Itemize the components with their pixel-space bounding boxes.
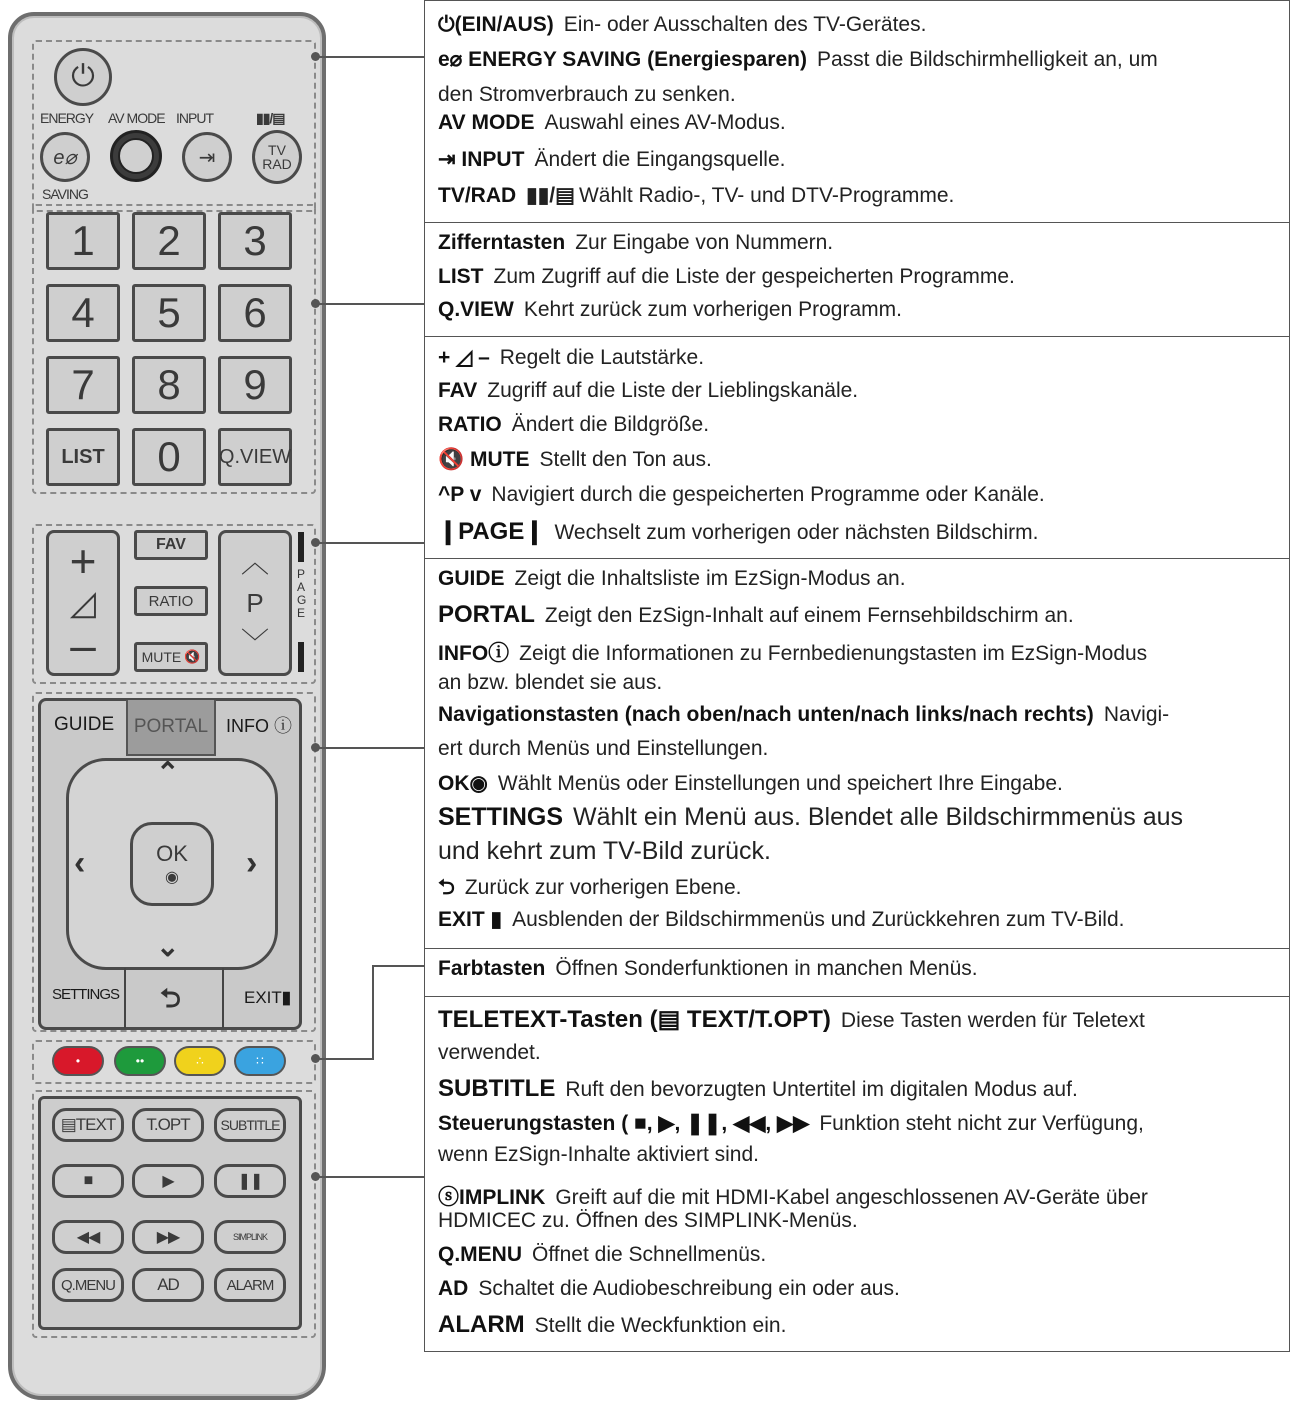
desc-line <box>438 47 1158 72</box>
green-dots: •• <box>135 1054 145 1068</box>
desc-line <box>438 957 978 981</box>
desc-text: wenn EzSign-Inhalte aktiviert sind. <box>438 1143 759 1166</box>
section-color <box>425 948 1289 996</box>
nav-up-icon[interactable]: ⌃ <box>156 757 180 788</box>
desc-line <box>438 483 1045 507</box>
desc-line <box>438 771 1063 796</box>
stop-button[interactable] <box>52 1164 124 1198</box>
desc-text: Zeigt den EzSign-Inhalt auf einem Fernsehbildschirm an. <box>544 604 1074 627</box>
tv-rad-icon: ▮▮/▤ <box>526 184 575 207</box>
ad-label: AD <box>157 1275 179 1294</box>
rewind-button[interactable] <box>52 1220 124 1254</box>
desc-text: Ruft den bevorzugten Untertitel im digitalen Modus auf. <box>565 1078 1078 1101</box>
yellow-button[interactable] <box>174 1046 226 1076</box>
stop-icon: ■ <box>83 1172 93 1189</box>
topt-button[interactable] <box>132 1108 204 1142</box>
desc-line <box>438 379 858 403</box>
desc-key: GUIDE <box>438 567 505 590</box>
desc-text: Schaltet die Audiobeschreibung ein oder aus. <box>478 1277 900 1300</box>
desc-line <box>438 873 741 908</box>
desc-line <box>438 837 771 866</box>
desc-line <box>438 13 926 37</box>
pause-icon: ❚❚ <box>237 1173 263 1190</box>
desc-line <box>438 1209 858 1233</box>
volume-up-icon: + <box>69 535 97 587</box>
guide-button[interactable]: GUIDE <box>54 714 115 735</box>
nav-down-icon[interactable]: ⌄ <box>156 931 180 962</box>
desc-key: FAV <box>438 379 478 402</box>
back-icon[interactable]: ⮌ <box>160 983 181 1013</box>
red-dots: • <box>75 1054 81 1068</box>
digit-0-button[interactable] <box>132 428 206 486</box>
qview-label: Q.VIEW <box>218 445 292 468</box>
desc-line <box>438 1181 1148 1211</box>
desc-key: Q.MENU <box>438 1243 522 1266</box>
desc-key: ⓢIMPLINK <box>438 1186 546 1209</box>
page-up-bar[interactable] <box>298 532 304 562</box>
leader-line-5c <box>372 965 424 967</box>
ad-button[interactable] <box>132 1268 204 1302</box>
desc-text: Passt die Bildschirmhelligkeit an, um <box>816 48 1158 71</box>
blue-dots: ∷ <box>256 1054 264 1068</box>
simplink-button[interactable] <box>214 1220 286 1254</box>
desc-text: Ändert die Eingangsquelle. <box>534 148 786 171</box>
digit-8-button[interactable] <box>132 356 206 414</box>
desc-line <box>438 147 785 172</box>
volume-down-icon: – <box>70 619 96 671</box>
desc-line <box>438 737 768 761</box>
description-table <box>424 0 1290 1352</box>
tv-rad-label: TV RAD <box>262 142 292 172</box>
desc-text: Auswahl eines AV-Modus. <box>544 111 786 134</box>
av-mode-ring <box>118 138 154 174</box>
desc-text: Stellt den Ton aus. <box>539 448 712 471</box>
desc-key: ❙PAGE❙ <box>438 518 545 545</box>
desc-key: PORTAL <box>438 601 535 628</box>
desc-text: Regelt die Lautstärke. <box>499 346 705 369</box>
desc-line <box>438 1243 766 1267</box>
text-icon: ▤ <box>60 1115 76 1134</box>
qview-button[interactable] <box>218 428 292 486</box>
desc-key: + ◿ – <box>438 346 490 369</box>
digit-label: 8 <box>157 361 181 408</box>
digit-label: 6 <box>243 289 267 336</box>
desc-text: ert durch Menüs und Einstellungen. <box>438 737 769 760</box>
desc-text: Wechselt zum vorherigen oder nächsten Bildschirm. <box>554 521 1039 544</box>
digit-2-button[interactable] <box>132 212 206 270</box>
fav-label: FAV <box>156 536 186 553</box>
red-button[interactable] <box>52 1046 104 1076</box>
topt-label: T.OPT <box>146 1115 190 1134</box>
desc-line <box>438 83 736 107</box>
exit-bar-icon: ▮ <box>281 988 292 1007</box>
desc-key: OK◉ <box>438 772 488 795</box>
desc-text: Navigi- <box>1103 703 1170 726</box>
energy-label: ENERGY <box>40 110 94 126</box>
ratio-button[interactable] <box>134 586 208 616</box>
energy-saving-button[interactable] <box>40 132 90 182</box>
desc-key: ⮌ <box>438 876 455 899</box>
digit-3-button[interactable] <box>218 212 292 270</box>
mute-label: MUTE <box>141 649 182 665</box>
section-teletext <box>425 996 1289 1352</box>
desc-line <box>438 413 709 437</box>
subtitle-button[interactable] <box>214 1108 286 1142</box>
text-label: TEXT <box>75 1115 116 1134</box>
digit-label: 7 <box>71 361 95 408</box>
desc-key: TELETEXT-Tasten (▤ TEXT/T.OPT) <box>438 1006 831 1033</box>
desc-key: ⇥ INPUT <box>438 148 525 171</box>
desc-line <box>438 1311 786 1339</box>
tv-rad-button[interactable] <box>252 130 302 184</box>
section-navigation <box>425 558 1289 948</box>
desc-key: EXIT ▮ <box>438 908 503 931</box>
desc-line <box>438 265 1015 289</box>
p-label: P <box>246 588 264 618</box>
leader-line-4 <box>318 747 424 749</box>
desc-text: Öffnen Sonderfunktionen in manchen Menüs. <box>555 957 978 980</box>
info-button[interactable]: INFO ⓘ <box>226 716 292 736</box>
desc-text: Ein- oder Ausschalten des TV-Gerätes. <box>563 13 927 36</box>
play-icon: ▶ <box>162 1173 174 1190</box>
desc-text: Navigiert durch die gespeicherten Programme oder Kanäle. <box>491 483 1045 506</box>
desc-key: TV/RAD <box>438 184 517 207</box>
section-digits <box>425 222 1289 336</box>
digit-label: 3 <box>243 217 267 264</box>
leader-line-5b <box>372 965 374 1060</box>
program-down-icon: ﹀ <box>240 627 269 658</box>
nav-right-icon[interactable]: › <box>246 844 258 882</box>
desc-text: Wählt ein Menü aus. Blendet alle Bildschirmmenüs aus <box>573 803 1184 831</box>
digit-5-button[interactable] <box>132 284 206 342</box>
subtitle-label: SUBTITLE <box>220 1117 280 1133</box>
desc-text: HDMICEC zu. Öffnen des SIMPLINK-Menüs. <box>438 1209 858 1232</box>
desc-text: und kehrt zum TV-Bild zurück. <box>438 837 772 865</box>
desc-key: SUBTITLE <box>438 1075 556 1102</box>
fav-button[interactable] <box>134 530 208 560</box>
forward-button[interactable] <box>132 1220 204 1254</box>
desc-key: Steuerungstasten ( ■, ▶, ❚❚, ◀◀, ▶▶ <box>438 1112 810 1135</box>
portal-button[interactable]: PORTAL <box>126 700 216 756</box>
desc-key: LIST <box>438 265 484 288</box>
leader-line-3 <box>318 542 424 544</box>
desc-key: AD <box>438 1277 469 1300</box>
desc-text: Greift auf die mit HDMI-Kabel angeschlossenen AV-Geräte über <box>555 1186 1148 1209</box>
desc-text: Zur Eingabe von Nummern. <box>575 231 834 254</box>
desc-line <box>438 517 1038 546</box>
power-button[interactable] <box>54 48 112 106</box>
power-icon: ⏻ <box>71 60 95 93</box>
desc-key: 🔇 MUTE <box>438 448 530 471</box>
digit-label: 0 <box>157 433 181 480</box>
av-mode-label: AV MODE <box>108 110 165 126</box>
desc-key: Navigationstasten (nach oben/nach unten/nach links/nach rechts) <box>438 703 1094 726</box>
leader-line-5a <box>318 1058 372 1060</box>
desc-text: Kehrt zurück zum vorherigen Programm. <box>523 298 902 321</box>
desc-key: INFOⓘ <box>438 642 510 665</box>
desc-key: ⏻(EIN/AUS) <box>438 13 554 36</box>
desc-line <box>438 1041 541 1065</box>
input-button[interactable] <box>182 132 232 182</box>
digit-label: 2 <box>157 217 181 264</box>
play-button[interactable] <box>132 1164 204 1198</box>
section-volume <box>425 336 1289 558</box>
forward-icon: ▶▶ <box>156 1229 180 1246</box>
alarm-button[interactable] <box>214 1268 286 1302</box>
saving-label: SAVING <box>42 186 88 202</box>
desc-text: Zugriff auf die Liste der Lieblingskanäle. <box>487 379 859 402</box>
desc-line <box>438 907 1124 932</box>
alarm-label: ALARM <box>226 1276 274 1294</box>
desc-line <box>438 671 662 695</box>
list-button[interactable] <box>46 428 120 486</box>
desc-line <box>438 1075 1078 1103</box>
desc-key: Farbtasten <box>438 957 546 980</box>
digit-1-button[interactable] <box>46 212 120 270</box>
qmenu-label: Q.MENU <box>61 1276 115 1294</box>
page-label: PAGE <box>297 567 307 620</box>
desc-text: den Stromverbrauch zu senken. <box>438 83 736 106</box>
desc-line <box>438 298 902 322</box>
desc-key: AV MODE <box>438 111 535 134</box>
tv-icon: ▮▮/▤ <box>256 110 285 126</box>
desc-text: Stellt die Weckfunktion ein. <box>534 1314 787 1337</box>
input-icon: ⇥ <box>198 146 216 169</box>
desc-line <box>438 1005 1145 1034</box>
desc-line <box>438 448 712 472</box>
volume-rocker[interactable] <box>46 530 120 676</box>
desc-text: Zurück zur vorherigen Ebene. <box>464 876 742 899</box>
settings-button[interactable]: SETTINGS <box>52 986 120 1003</box>
program-up-icon: ︿ <box>240 547 269 578</box>
desc-key: RATIO <box>438 413 502 436</box>
program-rocker[interactable] <box>218 530 292 676</box>
desc-text: Wählt Menüs oder Einstellungen und speichert Ihre Eingabe. <box>497 772 1063 795</box>
simplink-label: SIMPLINK <box>232 1232 267 1242</box>
ratio-label: RATIO <box>148 592 194 610</box>
desc-line <box>438 345 704 370</box>
digit-label: 1 <box>71 217 95 264</box>
desc-text: Wählt Radio-, TV- und DTV-Programme. <box>578 184 955 207</box>
desc-text: Funktion steht nicht zur Verfügung, <box>819 1112 1144 1135</box>
nav-divider-left <box>124 968 126 1028</box>
desc-text: Ändert die Bildgröße. <box>511 413 710 436</box>
digit-label: 4 <box>71 289 95 336</box>
yellow-dots: ∴ <box>196 1054 204 1068</box>
desc-line <box>438 567 906 591</box>
ok-label: OK <box>156 841 188 866</box>
ok-dot-icon: ◉ <box>165 869 179 886</box>
digit-4-button[interactable] <box>46 284 120 342</box>
av-mode-button[interactable] <box>110 130 162 182</box>
desc-key: Zifferntasten <box>438 231 566 254</box>
rewind-icon: ◀◀ <box>76 1229 100 1246</box>
desc-line <box>438 803 1183 832</box>
ok-button[interactable] <box>130 822 214 906</box>
desc-line <box>438 1277 900 1301</box>
mute-icon: 🔇 <box>184 649 201 664</box>
desc-text: Zeigt die Inhaltsliste im EzSign-Modus an. <box>514 567 906 590</box>
desc-text: Zum Zugriff auf die Liste der gespeicherten Programme. <box>493 265 1015 288</box>
pause-button[interactable] <box>214 1164 286 1198</box>
input-label: INPUT <box>176 110 213 126</box>
nav-divider-right <box>222 968 224 1028</box>
remote-control <box>8 12 328 1402</box>
desc-line <box>438 183 954 208</box>
desc-line <box>438 1143 759 1167</box>
section-power <box>425 0 1289 222</box>
digit-label: 5 <box>157 289 181 336</box>
mute-button[interactable] <box>134 642 208 672</box>
desc-text: verwendet. <box>438 1041 541 1064</box>
desc-line <box>438 231 833 255</box>
digit-6-button[interactable] <box>218 284 292 342</box>
list-label: LIST <box>61 445 105 468</box>
desc-text: Öffnet die Schnellmenüs. <box>532 1243 767 1266</box>
desc-line <box>438 111 786 135</box>
digit-7-button[interactable] <box>46 356 120 414</box>
text-button[interactable] <box>52 1108 124 1142</box>
volume-icon: ◿ <box>69 584 97 622</box>
leader-line-2 <box>318 303 424 305</box>
desc-key: ^P v <box>438 483 482 506</box>
blue-button[interactable] <box>234 1046 286 1076</box>
desc-key: e⌀ ENERGY SAVING (Energiesparen) <box>438 48 807 71</box>
desc-text: an bzw. blendet sie aus. <box>438 671 663 694</box>
energy-saving-icon: e⌀ <box>53 146 77 169</box>
desc-key: ALARM <box>438 1311 525 1338</box>
desc-line <box>438 703 1169 727</box>
desc-key: SETTINGS <box>438 803 564 831</box>
leader-line-6 <box>318 1176 424 1178</box>
green-button[interactable] <box>114 1046 166 1076</box>
desc-text: Diese Tasten werden für Teletext <box>840 1009 1145 1032</box>
desc-line <box>438 637 1147 667</box>
exit-button[interactable] <box>244 988 291 1008</box>
desc-line <box>438 1111 1144 1136</box>
digit-9-button[interactable] <box>218 356 292 414</box>
page-down-bar[interactable] <box>298 642 304 672</box>
qmenu-button[interactable] <box>52 1268 124 1302</box>
desc-text: Zeigt die Informationen zu Fernbedienungstasten im EzSign-Modus <box>519 642 1148 665</box>
leader-line-1 <box>318 56 424 58</box>
nav-left-icon[interactable]: ‹ <box>74 844 86 882</box>
desc-line <box>438 601 1074 629</box>
desc-key: Q.VIEW <box>438 298 514 321</box>
exit-label: EXIT <box>244 988 282 1007</box>
desc-text: Ausblenden der Bildschirmmenüs und Zurückkehren zum TV-Bild. <box>512 908 1125 931</box>
digit-label: 9 <box>243 361 267 408</box>
